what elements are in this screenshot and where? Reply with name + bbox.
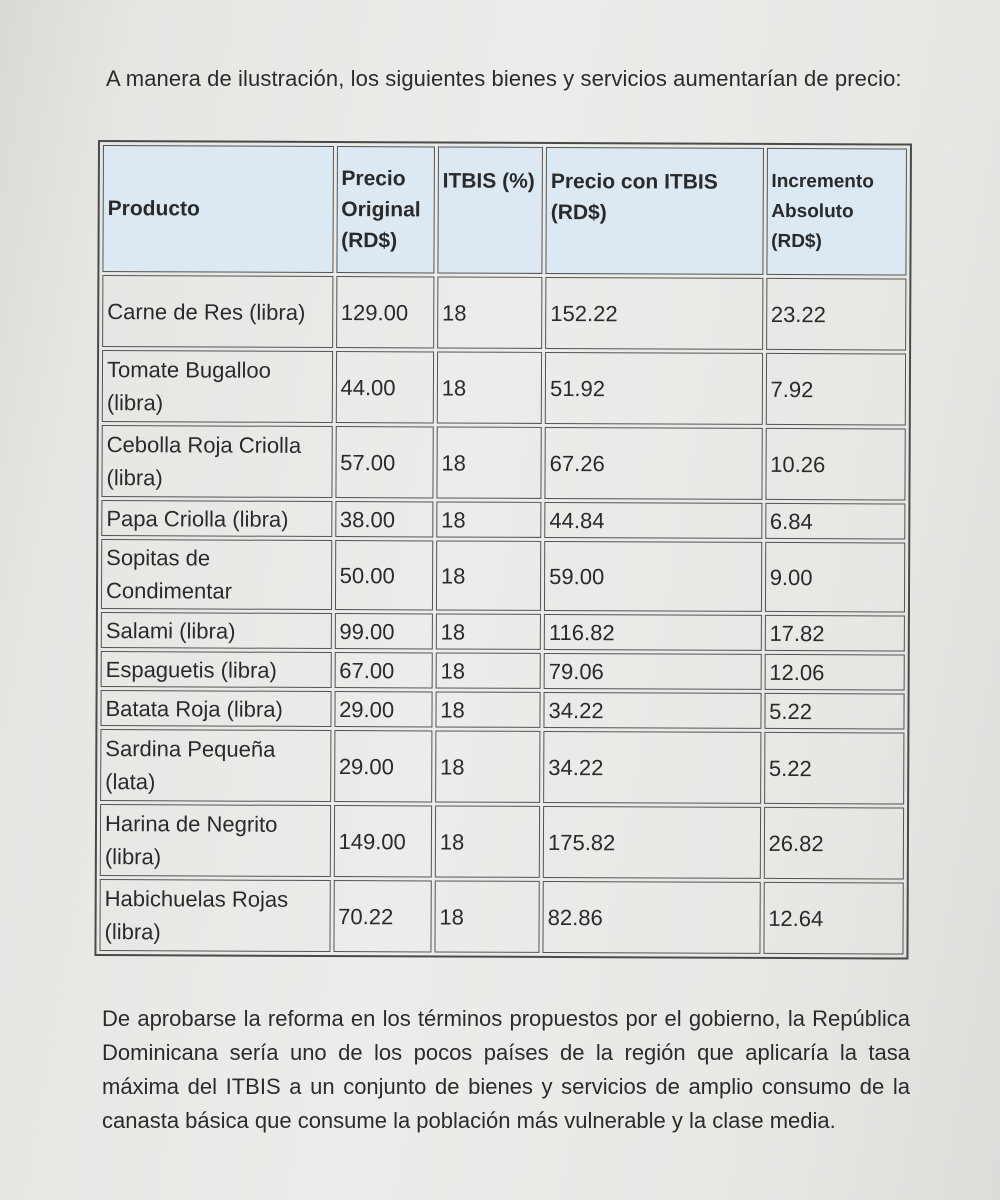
header-absolute-increase: Incremento Absoluto (RD$) bbox=[766, 148, 907, 276]
cell-original-price: 57.00 bbox=[335, 426, 434, 498]
cell-product: Batata Roja (libra) bbox=[100, 690, 331, 727]
cell-price-with-itbis: 152.22 bbox=[545, 277, 763, 350]
cell-itbis: 18 bbox=[436, 613, 541, 649]
table-row bbox=[100, 804, 904, 880]
cell-itbis: 18 bbox=[435, 652, 540, 688]
cell-product: Cebolla Roja Criolla (libra) bbox=[101, 425, 332, 498]
cell-absolute-increase: 17.82 bbox=[764, 615, 905, 652]
cell-price-with-itbis: 34.22 bbox=[544, 692, 762, 729]
cell-price-with-itbis: 82.86 bbox=[543, 881, 761, 954]
cell-absolute-increase: 5.22 bbox=[764, 693, 905, 730]
cell-itbis: 18 bbox=[436, 540, 542, 610]
cell-absolute-increase: 12.06 bbox=[764, 654, 905, 691]
header-price-with-itbis: Precio con ITBIS (RD$) bbox=[545, 147, 763, 275]
cell-product: Habichuelas Rojas (libra) bbox=[99, 879, 330, 952]
cell-original-price: 38.00 bbox=[335, 501, 433, 537]
cell-itbis: 18 bbox=[437, 351, 543, 423]
cell-product: Espaguetis (libra) bbox=[101, 651, 332, 688]
closing-paragraph: De aprobarse la reforma en los términos propuestos por el gobierno, la República Dominicana sería uno de los pocos países de la región que aplicaría la tasa máxima del ITBIS a un conjunto de bienes y servicios de amplio consumo de la canasta básica que consume la población más vulnerable y la clase media. bbox=[102, 1006, 910, 1133]
cell-itbis: 18 bbox=[435, 730, 541, 802]
table-row bbox=[100, 690, 904, 730]
table-row bbox=[101, 425, 905, 501]
cell-price-with-itbis: 44.84 bbox=[544, 502, 762, 539]
cell-product: Tomate Bugalloo (libra) bbox=[102, 350, 333, 423]
cell-product: Sopitas de Condimentar bbox=[101, 539, 332, 610]
cell-absolute-increase: 5.22 bbox=[764, 732, 905, 805]
cell-price-with-itbis: 116.82 bbox=[544, 614, 762, 651]
cell-price-with-itbis: 79.06 bbox=[544, 653, 762, 690]
header-original-price: Precio Original (RD$) bbox=[336, 146, 435, 273]
table-row bbox=[101, 612, 905, 652]
cell-original-price: 99.00 bbox=[334, 613, 432, 649]
cell-itbis: 18 bbox=[436, 501, 541, 537]
cell-absolute-increase: 23.22 bbox=[766, 278, 907, 351]
cell-original-price: 67.00 bbox=[334, 652, 432, 688]
cell-absolute-increase: 12.64 bbox=[763, 882, 904, 955]
cell-absolute-increase: 7.92 bbox=[765, 353, 906, 426]
table-row bbox=[100, 729, 904, 805]
cell-product: Carne de Res (libra) bbox=[102, 275, 333, 348]
cell-product: Harina de Negrito (libra) bbox=[100, 804, 331, 877]
cell-original-price: 149.00 bbox=[333, 805, 432, 877]
header-itbis: ITBIS (%) bbox=[437, 146, 543, 273]
cell-original-price: 129.00 bbox=[336, 276, 435, 348]
cell-original-price: 70.22 bbox=[333, 880, 432, 952]
price-table bbox=[94, 140, 912, 960]
intro-paragraph: A manera de ilustración, los siguientes bienes y servicios aumentarían de precio: bbox=[106, 66, 902, 91]
cell-price-with-itbis: 175.82 bbox=[543, 806, 761, 879]
table-row bbox=[102, 275, 906, 351]
cell-absolute-increase: 10.26 bbox=[765, 428, 906, 501]
cell-product: Papa Criolla (libra) bbox=[101, 500, 332, 537]
cell-original-price: 29.00 bbox=[334, 691, 432, 727]
cell-original-price: 44.00 bbox=[335, 351, 434, 423]
table-row bbox=[101, 500, 905, 540]
cell-itbis: 18 bbox=[437, 276, 543, 348]
cell-absolute-increase: 9.00 bbox=[765, 542, 906, 613]
cell-absolute-increase: 26.82 bbox=[763, 807, 904, 880]
table-row bbox=[99, 879, 903, 955]
table-row bbox=[102, 350, 906, 426]
cell-itbis: 18 bbox=[436, 426, 542, 498]
cell-original-price: 50.00 bbox=[335, 540, 434, 610]
cell-price-with-itbis: 51.92 bbox=[545, 352, 763, 425]
cell-price-with-itbis: 59.00 bbox=[544, 541, 762, 612]
table-header-row bbox=[102, 145, 907, 276]
cell-itbis: 18 bbox=[435, 691, 540, 727]
cell-itbis: 18 bbox=[434, 880, 540, 952]
cell-price-with-itbis: 34.22 bbox=[543, 731, 761, 804]
cut-off-text-line bbox=[102, 1180, 462, 1194]
cell-absolute-increase: 6.84 bbox=[765, 503, 906, 540]
cell-original-price: 29.00 bbox=[334, 730, 433, 802]
table-row bbox=[101, 539, 905, 613]
cell-itbis: 18 bbox=[435, 805, 541, 877]
table-row bbox=[101, 651, 905, 691]
cell-product: Sardina Pequeña (lata) bbox=[100, 729, 331, 802]
cell-product: Salami (libra) bbox=[101, 612, 332, 649]
cell-price-with-itbis: 67.26 bbox=[545, 427, 763, 500]
header-product: Producto bbox=[102, 145, 333, 273]
